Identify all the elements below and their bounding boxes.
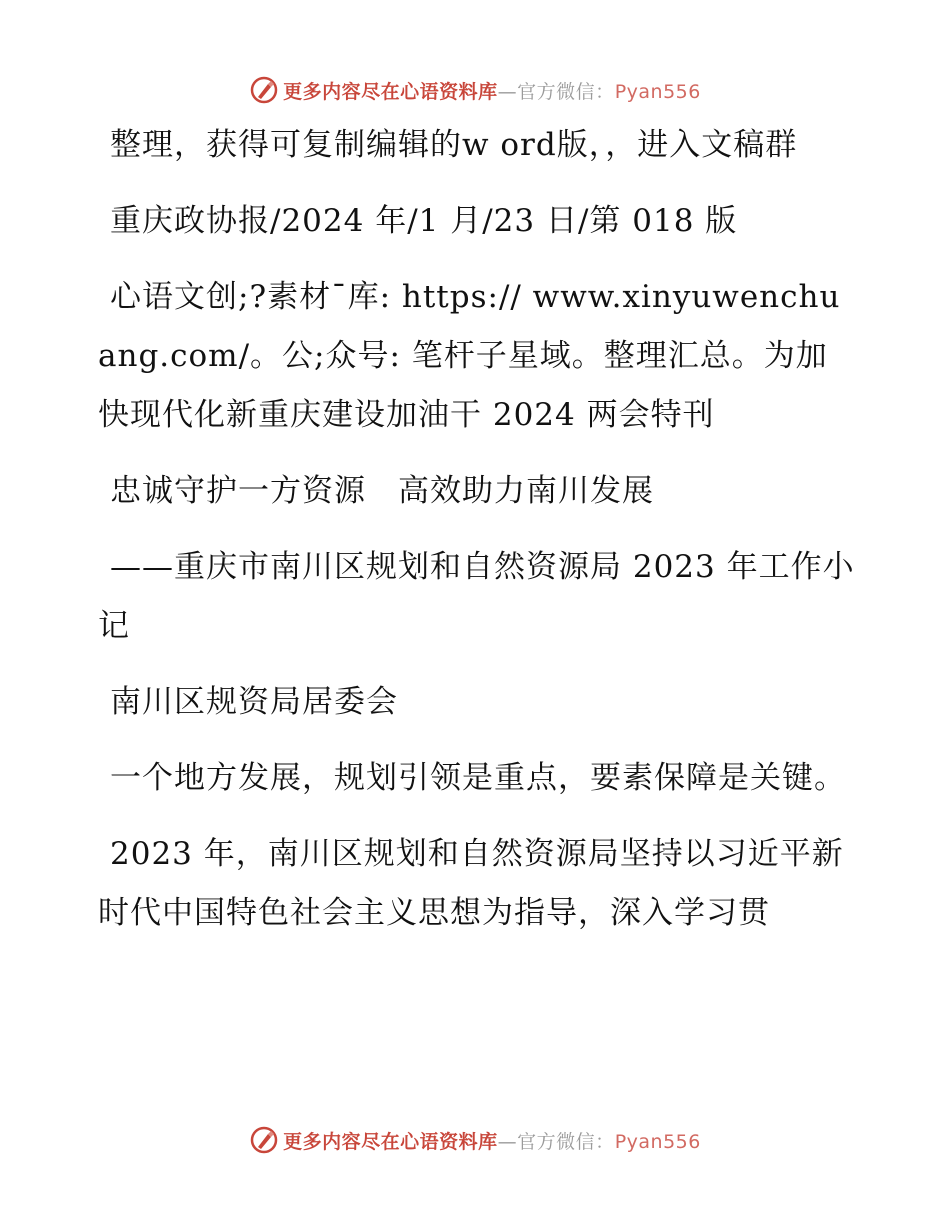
paragraph-7 xyxy=(98,749,858,808)
paragraph-8 xyxy=(98,825,858,943)
paragraph-2-text: 重庆政协报/2024 年/1 月/23 日/第 018 版 xyxy=(110,203,738,239)
paragraph-5 xyxy=(98,538,858,656)
document-body xyxy=(98,116,858,960)
paragraph-7-text: 一个地方发展，规划引领是重点，要素保障是关键。 xyxy=(110,760,846,796)
watermark-dash: — xyxy=(497,1130,518,1153)
paragraph-3 xyxy=(98,268,858,445)
paragraph-5-text: ——重庆市南川区规划和自然资源局 2023 年工作小记 xyxy=(98,549,855,644)
watermark-dash: — xyxy=(497,80,518,103)
watermark-cn: 更多内容尽在心语资料库 xyxy=(283,80,498,103)
paragraph-4-text: 忠诚守护一方资源 高效助力南川发展 xyxy=(110,473,654,509)
pen-logo-icon xyxy=(249,75,279,105)
watermark-prefix: 官方微信： xyxy=(517,80,615,103)
paragraph-6-text: 南川区规资局居委会 xyxy=(110,684,398,720)
paragraph-1 xyxy=(98,116,858,175)
paragraph-4 xyxy=(98,462,858,521)
watermark-cn: 更多内容尽在心语资料库 xyxy=(283,1130,498,1153)
paragraph-1-text: 整理，获得可复制编辑的w ord版，，进入文稿群 xyxy=(110,127,798,163)
watermark-wechat-id: Pyan556 xyxy=(614,1130,701,1153)
watermark-prefix: 官方微信： xyxy=(517,1130,615,1153)
watermark-wechat-id: Pyan556 xyxy=(614,80,701,103)
paragraph-8-text: 2023 年，南川区规划和自然资源局坚持以习近平新时代中国特色社会主义思想为指导，深入学习贯 xyxy=(98,836,844,931)
watermark-banner-bottom xyxy=(0,1120,950,1160)
watermark-banner-top xyxy=(0,70,950,110)
paragraph-3-text: 心语文创;?素材¯库: https:// www.xinyuwenchuang.com/。公;众号: 笔杆子星域。整理汇总。为加快现代化新重庆建设加油干 2024 两会特刊 xyxy=(98,279,841,433)
watermark-text xyxy=(283,77,701,104)
watermark-text xyxy=(283,1127,701,1154)
paragraph-2 xyxy=(98,192,858,251)
pen-logo-icon xyxy=(249,1125,279,1155)
paragraph-6 xyxy=(98,673,858,732)
